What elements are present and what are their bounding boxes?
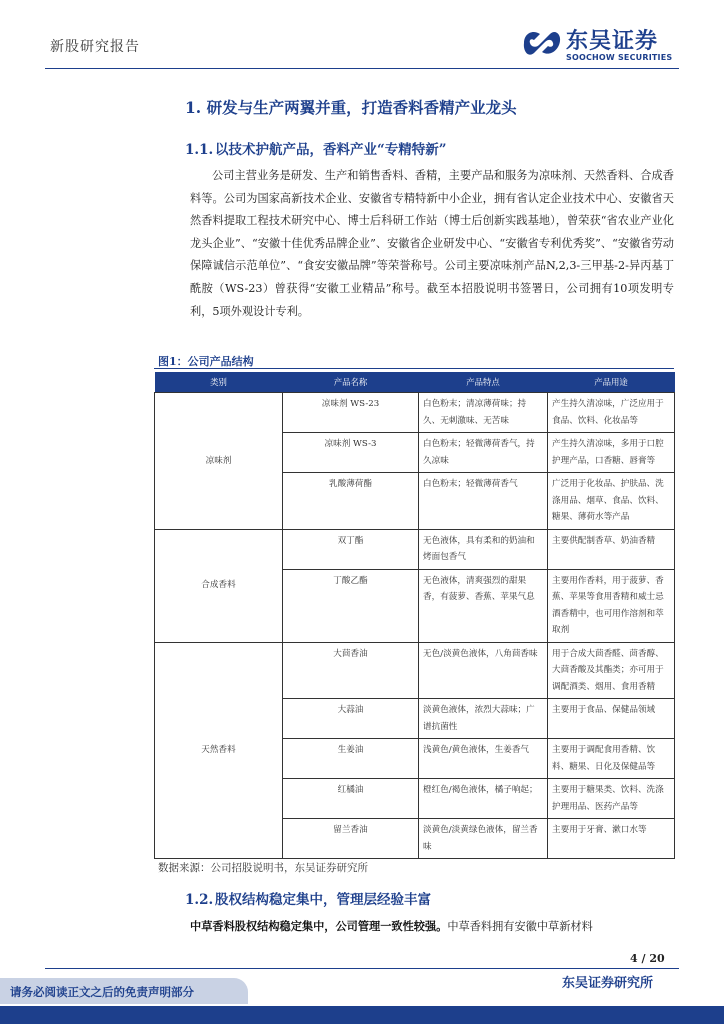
product-use-cell: 主要用于糖果类、饮料、洗涤护理用品、医药产品等 — [548, 779, 675, 819]
product-name-cell: 生姜油 — [283, 739, 419, 779]
product-name-cell: 凉味剂 WS-23 — [283, 393, 419, 433]
product-feature-cell: 白色粉末；清凉薄荷味；持久、无刺激味、无苦味 — [419, 393, 548, 433]
product-use-cell: 产生持久清凉味，多用于口腔护理产品，口香糖、唇膏等 — [548, 433, 675, 473]
product-name-cell: 乳酸薄荷酯 — [283, 473, 419, 530]
section-1-2-heading — [185, 888, 431, 908]
product-feature-cell: 橙红色/褐色液体，橘子响起； — [419, 779, 548, 819]
section-1-1-title: 以技术护航产品，香料产业“专精特新” — [215, 142, 447, 158]
category-cell: 合成香料 — [155, 529, 283, 642]
product-use-cell: 主要用于牙膏、漱口水等 — [548, 819, 675, 859]
logo-text-cn: 东吴证券 — [566, 29, 659, 54]
section-1-2-title: 股权结构稳定集中，管理层经验丰富 — [215, 892, 431, 908]
header-product-use: 产品用途 — [548, 372, 675, 393]
institute-name: 东吴证券研究所 — [562, 976, 654, 991]
product-feature-cell: 白色粉末；轻微薄荷香气，持久凉味 — [419, 433, 548, 473]
footer-divider — [45, 968, 679, 969]
company-logo — [520, 24, 680, 66]
header-divider — [45, 68, 679, 69]
header-title: 新股研究报告 — [50, 39, 140, 55]
figure-title-rule — [154, 368, 674, 369]
product-feature-cell: 白色粉末；轻微薄荷香气 — [419, 473, 548, 530]
soochow-logo-icon — [520, 26, 562, 60]
product-name-cell: 双丁酯 — [283, 529, 419, 569]
product-feature-cell: 浅黄色/黄色液体，生姜香气 — [419, 739, 548, 779]
product-name-cell: 大蒜油 — [283, 699, 419, 739]
shareholding-lead-bold: 中草香料股权结构稳定集中，公司管理一致性较强。 — [190, 919, 448, 933]
product-name-cell: 红橘油 — [283, 779, 419, 819]
table-row — [155, 642, 675, 699]
section-1-1-number: 1.1. — [185, 142, 214, 158]
section-1-1-heading — [185, 138, 447, 158]
product-name-cell: 留兰香油 — [283, 819, 419, 859]
intro-paragraph: 公司主营业务是研发、生产和销售香料、香精，主要产品和服务为凉味剂、天然香料、合成香料等。公司为国家高新技术企业、安徽省专精特新中小企业，拥有省认定企业技术中心、安徽省天然香料提取工程技术研究中心、博士后科研工作站（博士后创新实践基地），曾荣获“省农业产业化龙头企业”、“安徽十佳优秀品牌企业”、安徽省企业研发中心、“安徽省专利优秀奖”、“安徽省劳动保障诚信示范单位”、“食安安徽品牌”等荣誉称号。公司主要凉味剂产品N,2,3-三甲基-2-异丙基丁酰胺（WS-23）曾获得“安徽工业精品”称号。截至本招股说明书签署日，公司拥有10项发明专利，5项外观设计专利。 — [190, 169, 674, 318]
category-cell: 凉味剂 — [155, 393, 283, 530]
product-use-cell: 主要用作香料，用于菠萝、香蕉、苹果等食用香精和威士忌酒香精中，也可用作溶剂和萃取剂 — [548, 569, 675, 642]
product-feature-cell: 无色液体，清爽强烈的甜果香，有菠萝、香蕉、苹果气息 — [419, 569, 548, 642]
section-1-heading: 1. 研发与生产两翼并重，打造香料香精产业龙头 — [185, 98, 517, 117]
header-product-feature: 产品特点 — [419, 372, 548, 393]
logo-text-en: SOOCHOW SECURITIES — [566, 53, 673, 62]
product-feature-cell: 淡黄色液体，浓烈大蒜味；广谱抗菌性 — [419, 699, 548, 739]
product-name-cell: 凉味剂 WS-3 — [283, 433, 419, 473]
product-feature-cell: 淡黄色/淡黄绿色液体，留兰香味 — [419, 819, 548, 859]
product-use-cell: 产生持久清凉味，广泛应用于食品、饮料、化妆品等 — [548, 393, 675, 433]
table-header-row — [155, 372, 675, 393]
footer-color-bar — [0, 1006, 724, 1024]
figure-source: 数据来源：公司招股说明书，东吴证券研究所 — [158, 862, 368, 874]
product-use-cell: 主要用于食品、保健品领域 — [548, 699, 675, 739]
page-number: 4 / 20 — [630, 952, 665, 965]
header-category: 类别 — [155, 372, 283, 393]
disclaimer-banner — [0, 978, 248, 1004]
disclaimer-text: 请务必阅读正文之后的免责声明部分 — [10, 985, 194, 999]
table-row — [155, 529, 675, 569]
header-product-name: 产品名称 — [283, 372, 419, 393]
section-1-2-number: 1.2. — [185, 892, 214, 908]
product-use-cell: 主要供配制香草、奶油香精 — [548, 529, 675, 569]
product-name-cell: 大茴香油 — [283, 642, 419, 699]
shareholding-text: 中草香料拥有安徽中草新材料 — [447, 920, 593, 933]
product-name-cell: 丁酸乙酯 — [283, 569, 419, 642]
table-row — [155, 393, 675, 433]
shareholding-paragraph — [190, 918, 674, 934]
product-structure-table — [154, 372, 675, 859]
product-use-cell: 广泛用于化妆品、护肤品、洗涤用品、烟草、食品、饮料、糖果、薄荷水等产品 — [548, 473, 675, 530]
product-use-cell: 用于合成大茴香醛、茴香醇、大茴香酸及其酯类；亦可用于调配酒类、烟用、食用香精 — [548, 642, 675, 699]
product-use-cell: 主要用于调配食用香精、饮料、糖果、日化及保健品等 — [548, 739, 675, 779]
category-cell: 天然香料 — [155, 642, 283, 859]
figure-title: 图1：公司产品结构 — [158, 355, 254, 368]
product-feature-cell: 无色/淡黄色液体，八角茴香味 — [419, 642, 548, 699]
product-feature-cell: 无色液体，具有柔和的奶油和烤面包香气 — [419, 529, 548, 569]
